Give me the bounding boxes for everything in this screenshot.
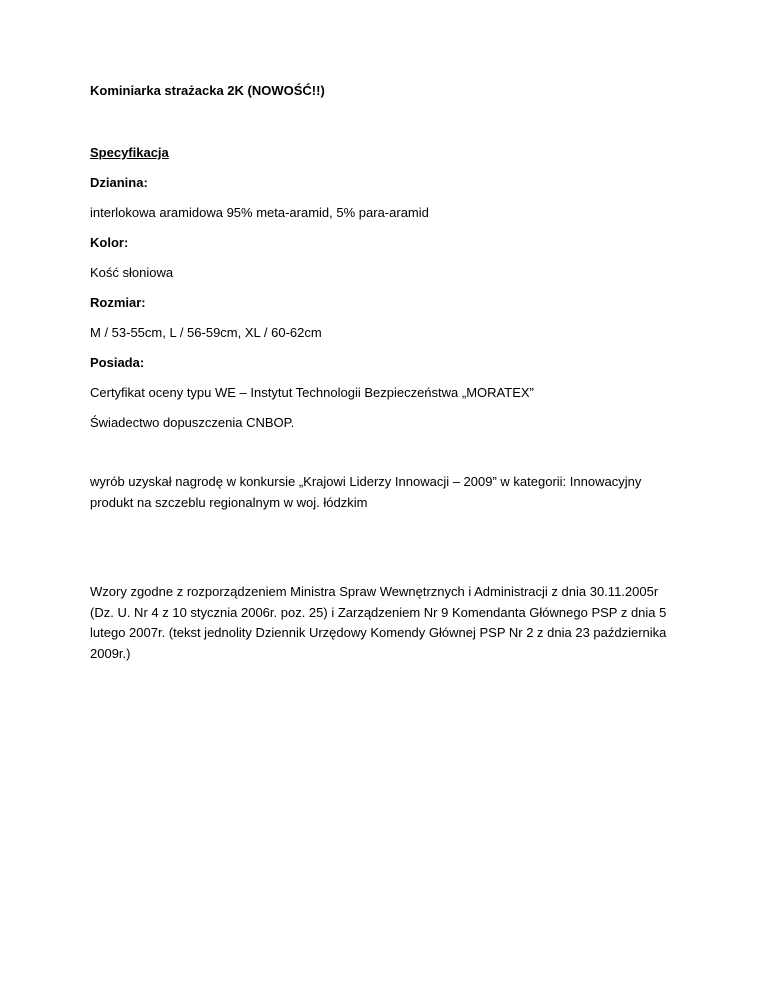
size-value: M / 53-55cm, L / 56-59cm, XL / 60-62cm xyxy=(90,325,322,340)
color-label: Kolor: xyxy=(90,235,129,250)
size-label: Rozmiar: xyxy=(90,295,146,310)
certificate-2: Świadectwo dopuszczenia CNBOP. xyxy=(90,415,295,430)
certificate-1: Certyfikat oceny typu WE – Instytut Technologii Bezpieczeństwa „MORATEX” xyxy=(90,385,534,400)
document-title: Kominiarka strażacka 2K (NOWOŚĆ!!) xyxy=(90,83,325,98)
award-paragraph: wyrób uzyskał nagrodę w konkursie „Krajowi Liderzy Innowacji – 2009” w kategorii: Innowacyjny produkt na szczeblu regionalnym w woj. łódzkim xyxy=(90,474,642,510)
regulation-paragraph: Wzory zgodne z rozporządzeniem Ministra Spraw Wewnętrznych i Administracji z dnia 30.11.2005r (Dz. U. Nr 4 z 10 stycznia 2006r. poz. 25) i Zarządzeniem Nr 9 Komendanta Głównego PSP z dnia 5 lutego 2007r. (tekst jednolity Dziennik Urzędowy Komendy Głównej PSP Nr 2 z dnia 23 października 2009r.) xyxy=(90,584,667,661)
fabric-label: Dzianina: xyxy=(90,175,148,190)
has-label: Posiada: xyxy=(90,355,145,370)
fabric-value: interlokowa aramidowa 95% meta-aramid, 5% para-aramid xyxy=(90,205,429,220)
section-heading: Specyfikacja xyxy=(90,145,169,160)
color-value: Kość słoniowa xyxy=(90,265,174,280)
